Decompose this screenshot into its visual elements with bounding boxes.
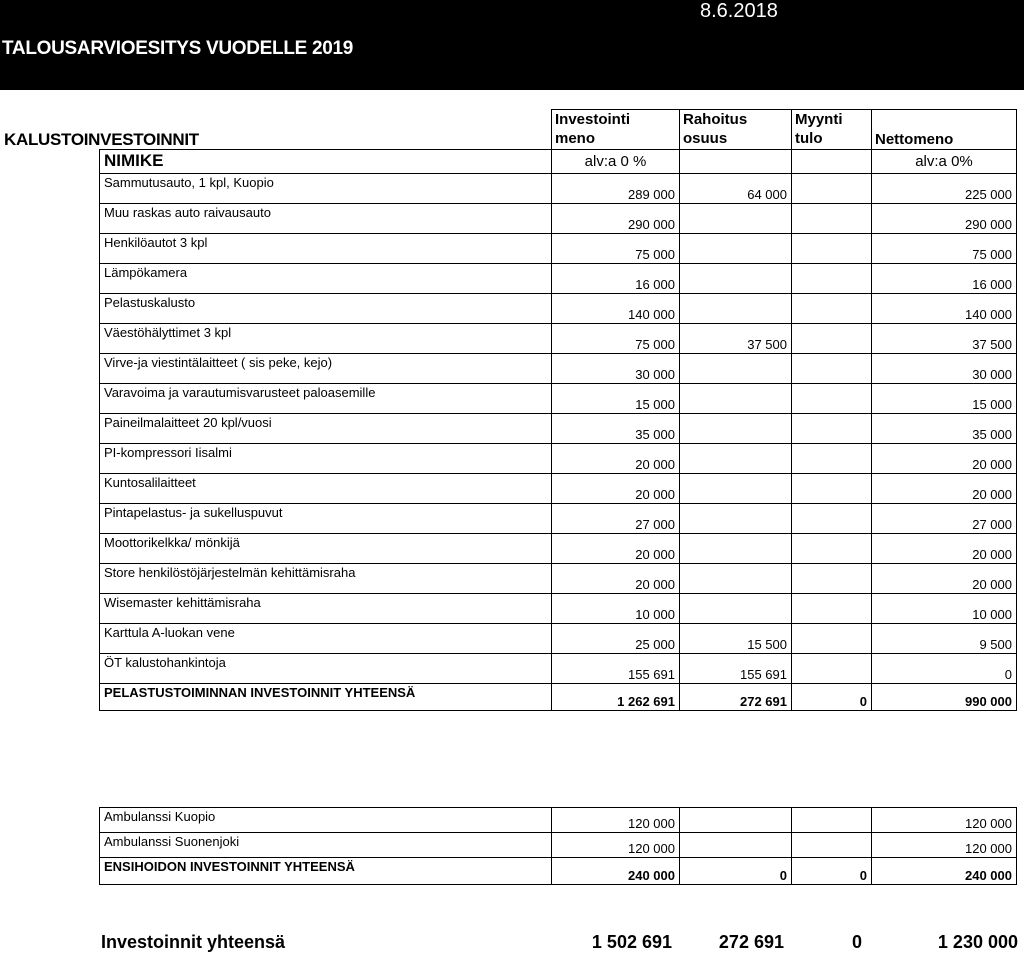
item-name: Store henkilöstöjärjestelmän kehittämisraha	[100, 564, 552, 594]
table-row	[100, 808, 1017, 833]
rescue-total-row	[100, 684, 1017, 711]
investment-value: 27 000	[552, 504, 680, 534]
item-name: PI-kompressori Iisalmi	[100, 444, 552, 474]
table-row	[100, 174, 1017, 204]
table-row	[100, 564, 1017, 594]
table-row	[100, 504, 1017, 534]
sales-value	[792, 354, 872, 384]
net-value: 27 000	[872, 504, 1017, 534]
table-row	[100, 624, 1017, 654]
investment-value: 35 000	[552, 414, 680, 444]
table-row	[100, 594, 1017, 624]
net-value: 225 000	[872, 174, 1017, 204]
financing-value	[680, 564, 792, 594]
net-value: 9 500	[872, 624, 1017, 654]
investment-value: 120 000	[552, 808, 680, 833]
investment-value: 30 000	[552, 354, 680, 384]
net-value: 20 000	[872, 474, 1017, 504]
table-row	[100, 204, 1017, 234]
investment-value: 20 000	[552, 534, 680, 564]
sales-value	[792, 594, 872, 624]
sales-value	[792, 833, 872, 858]
item-name: Pelastuskalusto	[100, 294, 552, 324]
table-row	[100, 474, 1017, 504]
sales-value	[792, 504, 872, 534]
financing-value	[680, 833, 792, 858]
grand-total-net: 1 230 000	[937, 932, 1018, 952]
investment-value: 155 691	[552, 654, 680, 684]
column-header-financing: Rahoitus osuus	[680, 110, 792, 150]
table-row	[100, 294, 1017, 324]
sales-value	[792, 264, 872, 294]
item-name: Varavoima ja varautumisvarusteet paloasemille	[100, 384, 552, 414]
total-investment: 240 000	[552, 858, 680, 885]
net-value: 120 000	[872, 833, 1017, 858]
ambulance-total-row	[100, 858, 1017, 885]
table-row	[100, 234, 1017, 264]
sales-value	[792, 384, 872, 414]
financing-value	[680, 414, 792, 444]
investment-value: 289 000	[552, 174, 680, 204]
net-value: 290 000	[872, 204, 1017, 234]
financing-value	[680, 444, 792, 474]
investment-value: 140 000	[552, 294, 680, 324]
net-value: 0	[872, 654, 1017, 684]
total-financing: 0	[680, 858, 792, 885]
sales-value	[792, 654, 872, 684]
item-name: Kuntosalilaitteet	[100, 474, 552, 504]
financing-value	[680, 474, 792, 504]
item-name: Wisemaster kehittämisraha	[100, 594, 552, 624]
blank-header-cell	[100, 110, 552, 150]
total-financing: 272 691	[680, 684, 792, 711]
investment-value: 20 000	[552, 564, 680, 594]
item-name: Moottorikelkka/ mönkijä	[100, 534, 552, 564]
ambulance-investments-table	[99, 807, 1017, 885]
rescue-investments-table	[99, 109, 1017, 711]
column-header-sales: Myynti tulo	[792, 110, 872, 150]
investment-value: 25 000	[552, 624, 680, 654]
table-row	[100, 384, 1017, 414]
financing-value: 64 000	[680, 174, 792, 204]
financing-value	[680, 354, 792, 384]
grand-total-label: Investoinnit yhteensä	[101, 932, 286, 952]
total-net: 990 000	[872, 684, 1017, 711]
net-value: 35 000	[872, 414, 1017, 444]
net-value: 20 000	[872, 444, 1017, 474]
table-row	[100, 264, 1017, 294]
item-name: Pintapelastus- ja sukelluspuvut	[100, 504, 552, 534]
item-name: Väestöhälyttimet 3 kpl	[100, 324, 552, 354]
sales-value	[792, 234, 872, 264]
financing-value	[680, 264, 792, 294]
column-header-investment: Investointi meno	[552, 110, 680, 150]
vat-note-net: alv:a 0%	[872, 150, 1017, 174]
sales-value	[792, 474, 872, 504]
financing-value	[680, 534, 792, 564]
document-date: 8.6.2018	[700, 0, 778, 22]
sales-value	[792, 624, 872, 654]
sales-value	[792, 534, 872, 564]
investment-value: 20 000	[552, 444, 680, 474]
total-net: 240 000	[872, 858, 1017, 885]
table-row	[100, 654, 1017, 684]
grand-total-sales: 0	[851, 932, 862, 952]
financing-value: 37 500	[680, 324, 792, 354]
financing-value	[680, 234, 792, 264]
investment-value: 10 000	[552, 594, 680, 624]
table-row	[100, 354, 1017, 384]
item-name: Virve-ja viestintälaitteet ( sis peke, kejo)	[100, 354, 552, 384]
investment-value: 75 000	[552, 234, 680, 264]
item-name: Ambulanssi Suonenjoki	[100, 833, 552, 858]
item-name: Ambulanssi Kuopio	[100, 808, 552, 833]
item-name: Lämpökamera	[100, 264, 552, 294]
financing-value	[680, 808, 792, 833]
investment-value: 16 000	[552, 264, 680, 294]
investment-value: 15 000	[552, 384, 680, 414]
row-name: ENSIHOIDON INVESTOINNIT YHTEENSÄ	[100, 858, 552, 885]
sales-value	[792, 174, 872, 204]
item-name: ÖT kalustohankintoja	[100, 654, 552, 684]
net-value: 120 000	[872, 808, 1017, 833]
total-sales: 0	[792, 858, 872, 885]
column-header-net: Nettomeno	[872, 110, 1017, 150]
net-value: 20 000	[872, 564, 1017, 594]
net-value: 10 000	[872, 594, 1017, 624]
net-value: 15 000	[872, 384, 1017, 414]
table-row	[100, 534, 1017, 564]
document-title: TALOUSARVIOESITYS VUODELLE 2019	[2, 38, 354, 59]
investment-value: 290 000	[552, 204, 680, 234]
table-row	[100, 414, 1017, 444]
sales-value	[792, 294, 872, 324]
item-name: Sammutusauto, 1 kpl, Kuopio	[100, 174, 552, 204]
table-row	[100, 324, 1017, 354]
net-value: 30 000	[872, 354, 1017, 384]
investment-value: 120 000	[552, 833, 680, 858]
table-row	[100, 833, 1017, 858]
financing-value	[680, 504, 792, 534]
sales-value	[792, 564, 872, 594]
investment-value: 75 000	[552, 324, 680, 354]
net-value: 20 000	[872, 534, 1017, 564]
net-value: 37 500	[872, 324, 1017, 354]
item-name: Paineilmalaitteet 20 kpl/vuosi	[100, 414, 552, 444]
grand-total-investment: 1 502 691	[591, 932, 672, 952]
total-sales: 0	[792, 684, 872, 711]
row-name: PELASTUSTOIMINNAN INVESTOINNIT YHTEENSÄ	[100, 684, 552, 711]
total-investment: 1 262 691	[552, 684, 680, 711]
financing-value	[680, 384, 792, 414]
sales-value	[792, 808, 872, 833]
sales-value	[792, 204, 872, 234]
net-value: 140 000	[872, 294, 1017, 324]
financing-value	[680, 594, 792, 624]
section-title: KALUSTOINVESTOINNIT	[4, 130, 199, 149]
net-value: 75 000	[872, 234, 1017, 264]
vat-note-investment: alv:a 0 %	[552, 150, 680, 174]
financing-value	[680, 204, 792, 234]
financing-value: 15 500	[680, 624, 792, 654]
sales-value	[792, 324, 872, 354]
item-name: Karttula A-luokan vene	[100, 624, 552, 654]
financing-value: 155 691	[680, 654, 792, 684]
investment-value: 20 000	[552, 474, 680, 504]
grand-total-financing: 272 691	[718, 932, 784, 952]
item-name: Muu raskas auto raivausauto	[100, 204, 552, 234]
net-value: 16 000	[872, 264, 1017, 294]
item-name: Henkilöautot 3 kpl	[100, 234, 552, 264]
table-row	[100, 444, 1017, 474]
sales-value	[792, 414, 872, 444]
sales-value	[792, 444, 872, 474]
name-column-header: NIMIKE	[100, 150, 552, 174]
financing-value	[680, 294, 792, 324]
